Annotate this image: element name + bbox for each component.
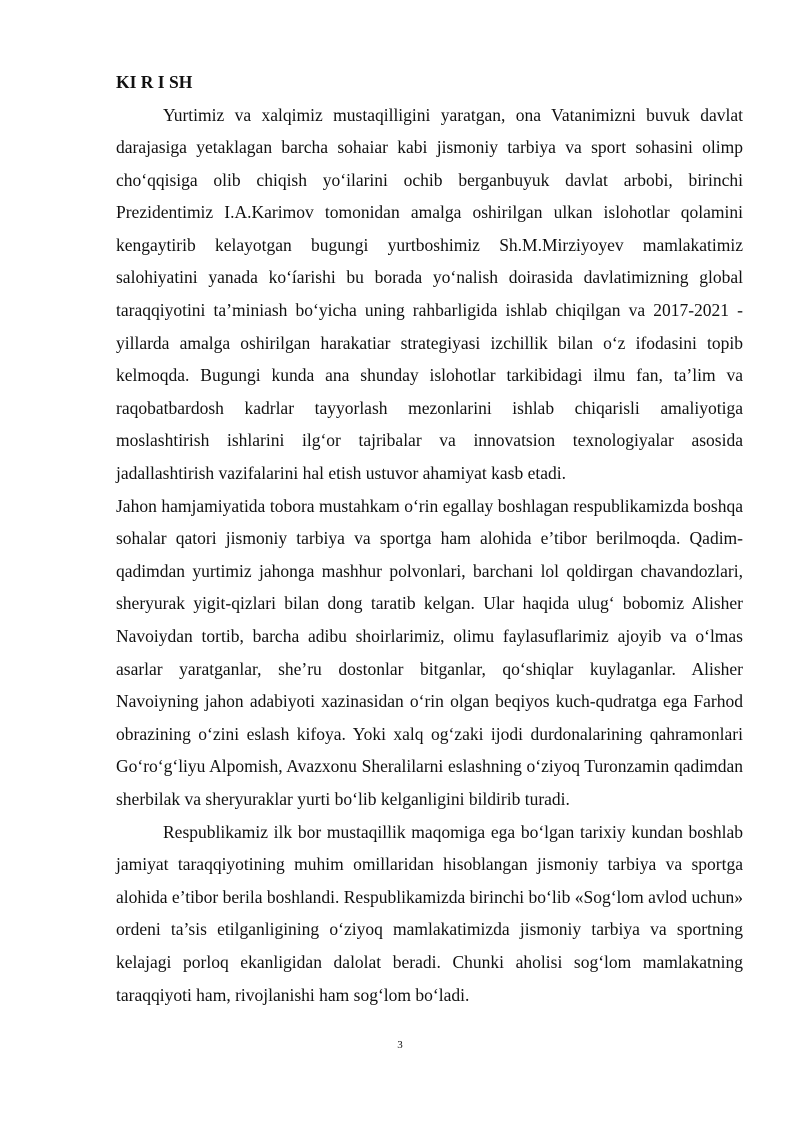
section-heading: KI R I SH	[116, 72, 193, 92]
page-number: 3	[397, 1039, 403, 1051]
paragraph-independence: Respublikamiz ilk bor mustaqillik maqomiga ega bo‘lgan tarixiy kundan boshlab jamiyat taraqqiyotining muhim omillaridan hisoblangan jismoniy tarbiya va sportga alohida e’tibor berila boshlandi. Respublikamizda birinchi bo‘lib «Sog‘lom avlod uchun» ordeni ta’sis etilganligining o‘ziyoq mamlakatimizda jismoniy tarbiya va sportning kelajagi porloq ekanligidan dalolat beradi. Chunki aholisi sog‘lom mamlakatning taraqqiyoti ham, rivojlanishi ham sog‘lom bo‘ladi.	[116, 821, 743, 1005]
paragraph-intro: Yurtimiz va xalqimiz mustaqilligini yaratgan, ona Vatanimizni buvuk davlat darajasiga yetaklagan barcha sohaiar kabi jismoniy tarbiya va sport sohasini olimp cho‘qqisiga olib chiqish yo‘ilarini ochib berganbuyuk davlat arbobi, birinchi Prezidentimiz I.A.Karimov tomonidan amalga oshirilgan ulkan islohotlar qolamini kengaytirib kelayotgan bugungi yurtboshimiz Sh.M.Mirziyoyev mamlakatimiz salohiyatini yanada ko‘íarishi bu borada yo‘nalish doirasida davlatimizning global taraqqiyotini ta’miniash bo‘yicha uning rahbarligida ishlab chiqilgan va 2017-2021 -yillarda amalga oshirilgan harakatiar strategiyasi izchillik bilan o‘z ifodasini topib kelmoqda. Bugungi kunda ana shunday islohotlar tarkibidagi ilmu fan, ta’lim va raqobatbardosh kadrlar tayyorlash mezonlarini ishlab chiqarisli amaliyotiga moslashtirish ishlarini ilg‘or tajribalar va innovatsion texnologiyalar asosida jadallashtirish vazifalarini hal etish ustuvor ahamiyat kasb etadi.	[116, 104, 743, 484]
paragraph-world-community: Jahon hamjamiyatida tobora mustahkam o‘rin egallay boshlagan respublikamizda boshqa sohalar qatori jismoniy tarbiya va sportga ham alohida e’tibor berilmoqda. Qadim-qadimdan yurtimiz jahonga mashhur polvonlari, barchani lol qoldirgan chavandozlari, sheryurak yigit-qizlari bilan dong taratib kelgan. Ular haqida ulug‘ bobomiz Alisher Navoiydan tortib, barcha adibu shoirlarimiz, olimu faylasuflarimiz ajoyib va o‘lmas asarlar yaratganlar, she’ru dostonlar bitganlar, qo‘shiqlar kuylaganlar. Alisher Navoiyning jahon adabiyoti xazinasidan o‘rin olgan beqiyos kuch-qudratga ega Farhod obrazining o‘zini eslash kifoya. Yoki xalq og‘zaki ijodi durdonalarining qahramonlari Go‘ro‘g‘liyu Alpomish, Avazxonu Sheralilarni eslashning o‘ziyoq Turonzamin qadimdan sherbilak va sheryuraklar yurti bo‘lib kelganligini bildirib turadi.	[116, 495, 743, 809]
document-body	[116, 66, 743, 1011]
